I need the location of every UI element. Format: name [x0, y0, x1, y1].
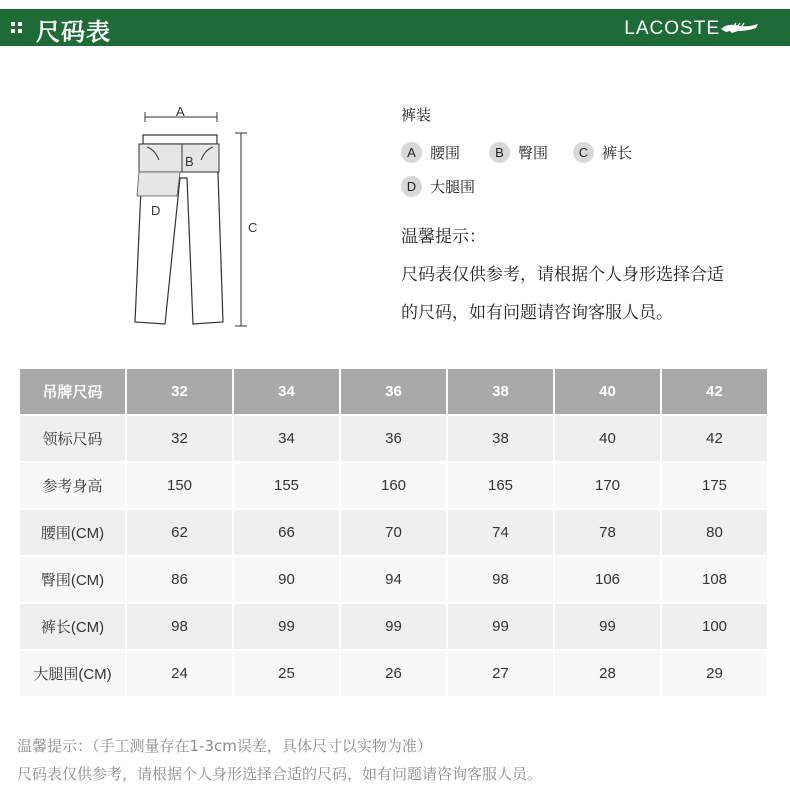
- crocodile-logo-icon: [720, 20, 760, 36]
- table-cell: 108: [661, 556, 768, 603]
- diagram-label-c: C: [248, 220, 258, 235]
- table-header-row: [20, 369, 768, 415]
- table-cell: 29: [661, 650, 768, 697]
- legend-item-c: [573, 142, 632, 164]
- table-row-label: 裤长(CM): [20, 603, 126, 650]
- table-row: [20, 603, 768, 650]
- table-cell: 42: [661, 415, 768, 462]
- table-cell: 26: [340, 650, 447, 697]
- table-cell: 100: [661, 603, 768, 650]
- table-cell: 86: [126, 556, 233, 603]
- table-cell: 98: [126, 603, 233, 650]
- table-cell: 98: [447, 556, 554, 603]
- footer-line-2: 尺码表仅供参考，请根据个人身形选择合适的尺码，如有问题请咨询客服人员。: [17, 765, 543, 783]
- table-cell: 74: [447, 509, 554, 556]
- table-cell: 90: [233, 556, 340, 603]
- pants-diagram: [125, 100, 265, 335]
- footer-line-1: 温馨提示：（手工测量存在1-3cm误差，具体尺寸以实物为准）: [17, 737, 432, 755]
- legend-item-a: [401, 142, 460, 164]
- table-cell: 165: [447, 462, 554, 509]
- table-cell: 155: [233, 462, 340, 509]
- table-row-label: 腰围(CM): [20, 509, 126, 556]
- legend-key-c: C: [573, 142, 594, 163]
- table-header-cell: 34: [233, 369, 340, 415]
- page-title: 尺码表: [36, 18, 111, 46]
- table-cell: 99: [340, 603, 447, 650]
- legend-key-d: D: [401, 176, 422, 197]
- table-row-label: 臀围(CM): [20, 556, 126, 603]
- table-header-cell: 40: [554, 369, 661, 415]
- table-cell: 24: [126, 650, 233, 697]
- legend-item-b: [489, 142, 548, 164]
- table-row: [20, 556, 768, 603]
- table-cell: 99: [233, 603, 340, 650]
- header-bar: [0, 9, 790, 46]
- table-cell: 150: [126, 462, 233, 509]
- table-cell: 36: [340, 415, 447, 462]
- table-cell: 28: [554, 650, 661, 697]
- table-cell: 40: [554, 415, 661, 462]
- table-cell: 106: [554, 556, 661, 603]
- table-cell: 38: [447, 415, 554, 462]
- legend-label-a: 腰围: [430, 144, 461, 162]
- table-cell: 94: [340, 556, 447, 603]
- table-row: [20, 509, 768, 556]
- legend-item-d: [401, 176, 475, 198]
- legend-category: 裤装: [401, 106, 432, 124]
- legend-key-a: A: [401, 142, 422, 163]
- table-cell: 175: [661, 462, 768, 509]
- table-row: [20, 650, 768, 697]
- table-cell: 99: [447, 603, 554, 650]
- table-cell: 62: [126, 509, 233, 556]
- table-header-cell: 36: [340, 369, 447, 415]
- legend-label-c: 裤长: [602, 144, 633, 162]
- table-row-label: 领标尺码: [20, 415, 126, 462]
- table-cell: 80: [661, 509, 768, 556]
- legend-label-b: 臀围: [518, 144, 549, 162]
- table-cell: 170: [554, 462, 661, 509]
- table-header-cell: 42: [661, 369, 768, 415]
- legend-label-d: 大腿围: [430, 178, 476, 196]
- table-row: [20, 415, 768, 462]
- grid-dots-icon: [11, 22, 23, 34]
- table-cell: 32: [126, 415, 233, 462]
- table-cell: 160: [340, 462, 447, 509]
- tips-line-1: 尺码表仅供参考，请根据个人身形选择合适: [401, 265, 724, 285]
- table-cell: 66: [233, 509, 340, 556]
- brand-logo-text: LACOSTE: [624, 18, 720, 39]
- table-row-label: 参考身高: [20, 462, 126, 509]
- tips-title: 温馨提示：: [401, 227, 486, 247]
- table-cell: 70: [340, 509, 447, 556]
- table-row-label: 大腿围(CM): [20, 650, 126, 697]
- table-header-cell: 吊牌尺码: [20, 369, 126, 415]
- table-cell: 25: [233, 650, 340, 697]
- table-cell: 34: [233, 415, 340, 462]
- table-row: [20, 462, 768, 509]
- diagram-label-b: B: [185, 154, 194, 169]
- table-cell: 78: [554, 509, 661, 556]
- diagram-label-a: A: [176, 104, 185, 119]
- table-header-cell: 32: [126, 369, 233, 415]
- tips-line-2: 的尺码，如有问题请咨询客服人员。: [401, 303, 673, 323]
- legend-key-b: B: [489, 142, 510, 163]
- table-cell: 27: [447, 650, 554, 697]
- diagram-label-d: D: [151, 203, 161, 218]
- size-table: [20, 369, 769, 698]
- table-header-cell: 38: [447, 369, 554, 415]
- table-cell: 99: [554, 603, 661, 650]
